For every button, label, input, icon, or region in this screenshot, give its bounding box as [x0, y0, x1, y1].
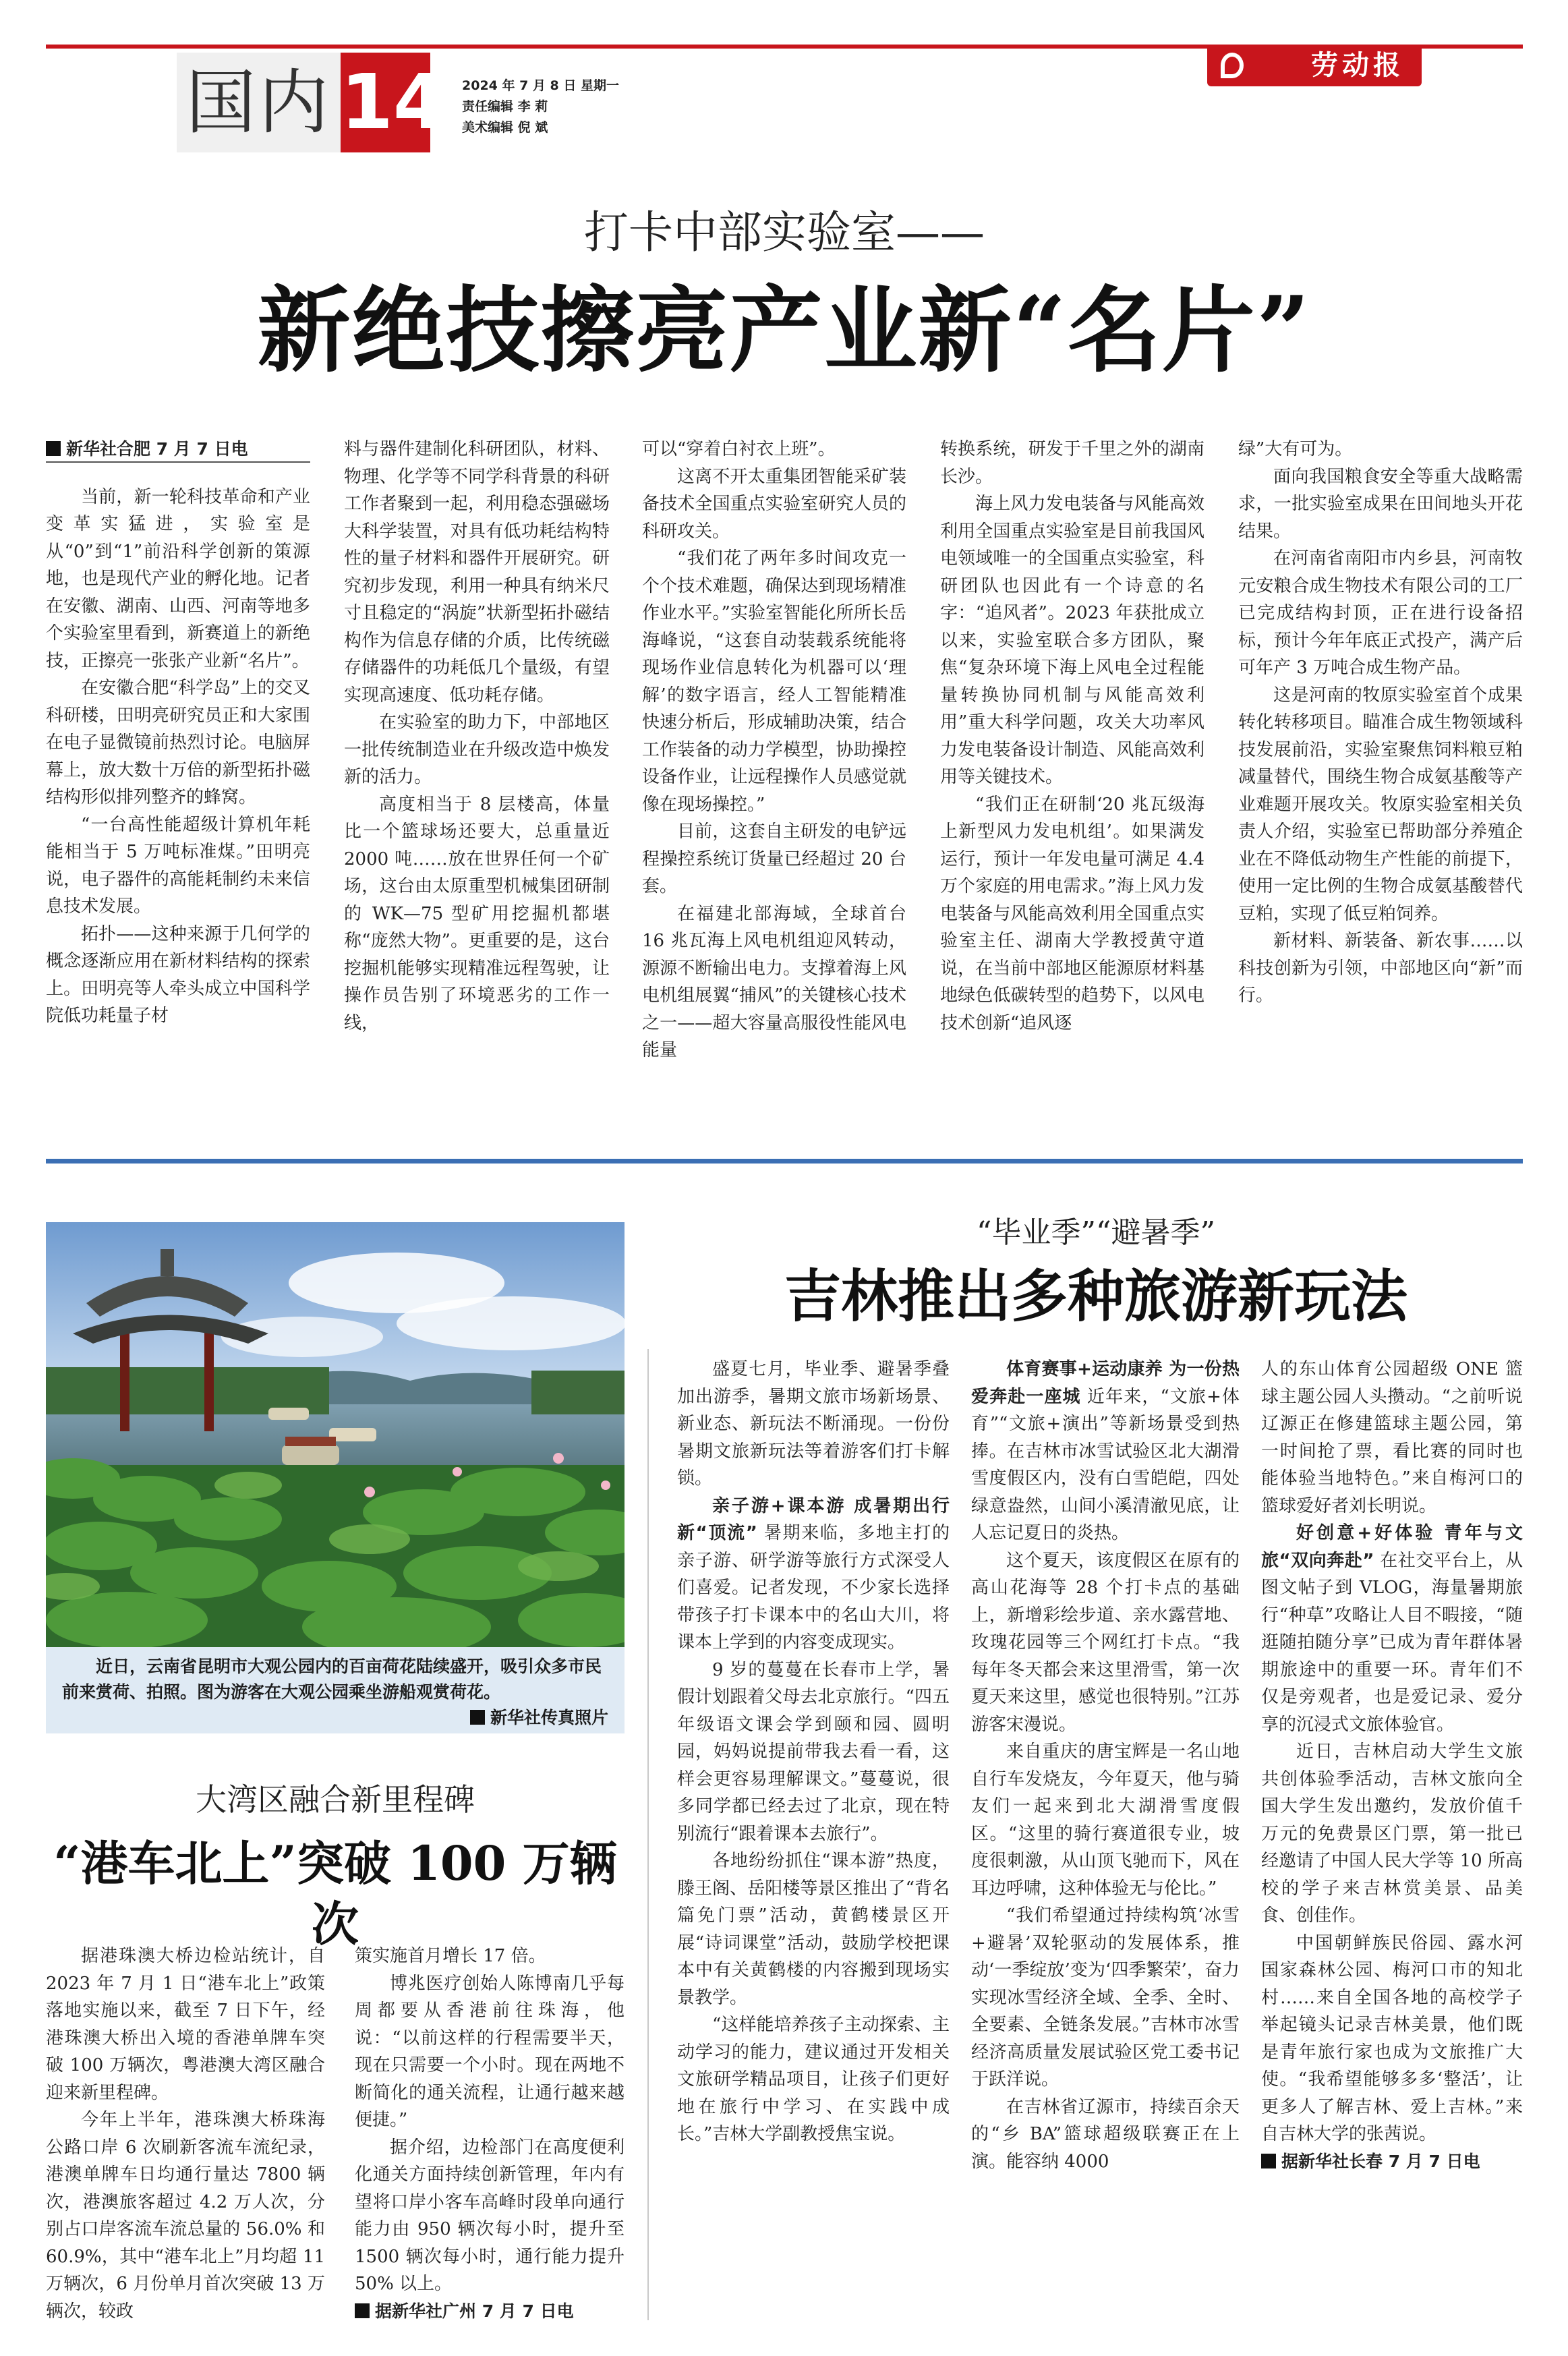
paragraph: 盛夏七月，毕业季、避暑季叠加出游季，暑期文旅市场新场景、新业态、新玩法不断涌现。一份份暑期文旅新玩法等着游客们打卡解锁。 [677, 1359, 950, 1489]
paragraph: 在实验室的助力下，中部地区一批传统制造业在升级改造中焕发新的活力。 [344, 712, 610, 787]
paragraph: 拓扑——这种来源于几何学的概念逐渐应用在新材料结构的探索上。田明亮等人牵头成立中国科学院低功耗量子材 [46, 923, 310, 1026]
article1-column-2 [344, 436, 610, 1037]
article3-kicker: “毕业季”“避暑季” [977, 1215, 1215, 1250]
subhead: 亲子游+课本游 成暑期出行新“顶流” [677, 1495, 950, 1543]
paragraph: “我们希望通过持续构筑‘冰雪+避暑’双轮驱动的发展体系，推动‘一季绽放’变为‘四季繁荣’，奋力实现冰雪经济全域、全季、全时、全要素、全链条发展。”吉林市冰雪经济高质量发展试验区党工委书记于跃洋说。 [971, 1905, 1240, 2090]
paragraph: “这样能培养孩子主动探索、主动学习的能力，建议通过开发相关文旅研学精品项目，让孩子们更好地在旅行中学习、在实践中成长。”吉林大学副教授焦宝说。 [677, 2015, 950, 2144]
page-number: 14 [341, 53, 430, 152]
article1-dateline: 新华社合肥 7 月 7 日电 [46, 436, 310, 463]
editor-credit: 责任编辑 李 莉 [462, 99, 548, 114]
newspaper-logo [1207, 45, 1422, 86]
paragraph: 博兆医疗创始人陈博南几乎每周都要从香港前往珠海，他说：“以前这样的行程需要半天，现在只需要一个小时。现在两地不断简化的通关流程，让通行越来越便捷。” [355, 1973, 625, 2130]
paragraph: 料与器件建制化科研团队，材料、物理、化学等不同学科背景的科研工作者聚到一起，利用稳态强磁场大科学装置，对具有低功耗结构特性的量子材料和器件开展研究。研究初步发现，利用一种具有纳米尺寸且稳定的“涡旋”状新型拓扑磁结构作为信息存储的介质，比传统磁存储器件的功耗低几个量级，有望实现高速度、低功耗存储。 [344, 439, 610, 706]
issue-date: 2024 年 7 月 8 日 星期一 [462, 78, 620, 93]
article3-column-2 [971, 1356, 1240, 2175]
paragraph: “我们花了两年多时间攻克一个个技术难题，确保达到现场精准作业水平。”实验室智能化所所长岳海峰说，“这套自动装载系统能将现场作业信息转化为机器可以‘理解’的数字语言，经人工智能精准快速分析后，形成辅助决策，结合工作装备的动力学模型，协助操控设备作业，让远程操作人员感觉就像在现场操控。” [642, 548, 906, 815]
paragraph: 面向我国粮食安全等重大战略需求，一批实验室成果在田间地头开花结果。 [1238, 466, 1523, 542]
dateline-rule [46, 461, 310, 463]
paragraph: 人的东山体育公园超级 ONE 篮球主题公园人头攒动。“之前听说辽源正在修建篮球主题公园，第一时间抢了票，看比赛的同时也能体验当地特色。”来自梅河口的篮球爱好者刘长明说。 [1261, 1359, 1523, 1516]
paragraph: 来自重庆的唐宝辉是一名山地自行车发烧友，今年夏天，他与骑友们一起来到北大湖滑雪度假区。“这里的骑行赛道很专业，坡度很刺激，从山顶飞驰而下，风在耳边呼啸，这种体验无与伦比。” [971, 1742, 1240, 1899]
article3-dateline: 据新华社长春 7 月 7 日电 [1261, 2148, 1523, 2176]
article2-column-2 [355, 1943, 625, 2325]
paragraph: 在福建北部海域，全球首台 16 兆瓦海上风电机组迎风转动，源源不断输出电力。支撑着海上风电机组展翼“捕风”的关键核心技术之一——超大容量高服役性能风电能量 [642, 903, 906, 1060]
section-divider [46, 1159, 1523, 1163]
paragraph: 体育赛事+运动康养 为一份热爱奔赴一座城 近年来，“文旅+体育”“文旅+演出”等新场景受到热捧。在吉林市冰雪试验区北大湖滑雪度假区内，没有白雪皑皑，四处绿意盎然，山间小溪清澈见底，让人忘记夏日的炎热。 [971, 1359, 1240, 1543]
paragraph: 在吉林省辽源市，持续百余天的“乡 BA”篮球超级联赛正在上演。能容纳 4000 [971, 2096, 1240, 2172]
article2-dateline: 据新华社广州 7 月 7 日电 [355, 2298, 625, 2326]
paragraph: “我们正在研制‘20 兆瓦级海上新型风力发电机组’。如果满发运行，预计一年发电量可满足 4.4 万个家庭的用电需求。”海上风力发电装备与风能高效利用全国重点实验室主任、湖南大学教授黄守道说，在当前中部地区能源原材料基地绿色低碳转型的趋势下，以风电技术创新“追风逐 [940, 794, 1204, 1033]
article3-column-3 [1261, 1356, 1523, 2175]
paragraph: 新材料、新装备、新农事……以科技创新为引领，中部地区向“新”而行。 [1238, 931, 1523, 1006]
paragraph: 好创意+好体验 青年与文旅“双向奔赴” 在社交平台上，从图文帖子到 VLOG，海量暑期旅行“种草”攻略让人目不暇接，“随逛随拍随分享”已成为青年群体暑期旅途中的重要一环。青年们不仅是旁观者，也是爱记录、爱分享的沉浸式文旅体验官。 [1261, 1523, 1523, 1735]
lotus-park-illustration [46, 1222, 625, 1647]
logo-mark-icon [1221, 53, 1244, 78]
paragraph: 亲子游+课本游 成暑期出行新“顶流” 暑期来临，多地主打的亲子游、研学游等旅行方式深受人们喜爱。记者发现，不少家长选择带孩子打卡课本中的名山大川，将课本上学到的内容变成现实。 [677, 1495, 950, 1653]
paragraph: 近日，吉林启动大学生文旅共创体验季活动，吉林文旅向全国大学生发出邀约，发放价值千万元的免费景区门票，第一批已经邀请了中国人民大学等 10 所高校的学子来吉林赏美景、品美食、创佳作。 [1261, 1742, 1523, 1926]
article2-headline: “港车北上”突破 100 万辆次 [53, 1835, 617, 1952]
paragraph: 今年上半年，港珠澳大桥珠海公路口岸 6 次刷新客流车流纪录，港澳单牌车日均通行量达 7800 辆次，港澳旅客超过 4.2 万人次，分别占口岸客流车流总量的 56.0% 和 60.9%，其中“港车北上”月均超 11 万辆次，6 月份单月首次突破 13 万辆次，较政 [46, 2110, 325, 2322]
paragraph: 在河南省南阳市内乡县，河南牧元安粮合成生物技术有限公司的工厂已完成结构封顶，正在进行设备招标，预计今年年底正式投产，满产后可年产 3 万吨合成生物产品。 [1238, 548, 1523, 678]
subhead: 体育赛事+运动康养 为一份热爱奔赴一座城 [971, 1359, 1240, 1407]
paragraph: 策实施首月增长 17 倍。 [355, 1946, 546, 1966]
paragraph: 这离不开太重集团智能采矿装备技术全国重点实验室研究人员的科研攻关。 [642, 466, 906, 542]
article2-kicker: 大湾区融合新里程碑 [196, 1781, 475, 1818]
article1-column-3 [642, 436, 906, 1064]
paragraph: “一台高性能超级计算机年耗能相当于 5 万吨标准煤。”田明亮说，电子器件的高能耗制约未来信息技术发展。 [46, 814, 310, 917]
subhead: 好创意+好体验 青年与文旅“双向奔赴” [1261, 1523, 1523, 1571]
article1-column-4 [940, 436, 1204, 1037]
section-name: 国内 [185, 61, 332, 144]
paragraph: 目前，这套自主研发的电铲远程操控系统订货量已经超过 20 台套。 [642, 822, 906, 896]
paragraph: 海上风力发电装备与风能高效利用全国重点实验室是目前我国风电领域唯一的全国重点实验室，科研团队也因此有一个诗意的名字：“追风者”。2023 年获批成立以来，实验室联合多方团队，聚焦“复杂环境下海上风电全过程能量转换协同机制与风能高效利用”重大科学问题，攻关大功率风力发电装备设计制造、风能高效利用等关键技术。 [940, 494, 1204, 787]
paragraph: 当前，新一轮科技革命和产业变革实猛进，实验室是从“0”到“1”前沿科学创新的策源地，也是现代产业的孵化地。记者在安徽、湖南、山西、河南等地多个实验室里看到，新赛道上的新绝技，正擦亮一张张产业新“名片”。 [46, 486, 310, 671]
article1-kicker: 打卡中部实验室—— [584, 206, 985, 258]
dateline-square-icon [1261, 2154, 1276, 2168]
lotus-park-photo [46, 1222, 625, 1647]
paragraph: 据介绍，边检部门在高度便利化通关方面持续创新管理，年内有望将口岸小客车高峰时段单向通行能力由 950 辆次每小时，提升至 1500 辆次每小时，通行能力提升 50% 以上。 [355, 2137, 625, 2294]
paragraph: 各地纷纷抓住“课本游”热度，滕王阁、岳阳楼等景区推出了“背名篇免门票”活动，黄鹤楼景区开展“诗词课堂”活动，鼓励学校把课本中有关黄鹤楼的内容搬到现场实景教学。 [677, 1851, 950, 2008]
paragraph: 9 岁的蔓蔓在长春市上学，暑假计划跟着父母去北京旅行。“四五年级语文课会学到颐和园、圆明园，妈妈说提前带我去看一看，这样会更容易理解课文。”蔓蔓说，很多同学都已经去过了北京，现在特别流行“跟着课本去旅行”。 [677, 1659, 950, 1844]
article1-column-1 [46, 436, 310, 1030]
article1-column-5 [1238, 436, 1523, 1010]
article3-headline: 吉林推出多种旅游新玩法 [784, 1263, 1407, 1329]
photo-caption [62, 1654, 608, 1731]
column-rule [647, 1349, 649, 2320]
paragraph: 可以“穿着白衬衣上班”。 [642, 439, 836, 459]
photo-credit: 新华社传真照片 [470, 1705, 608, 1731]
paragraph: 这个夏天，该度假区在原有的高山花海等 28 个打卡点的基础上，新增彩绘步道、亲水露营地、玫瑰花园等三个网红打卡点。“我每年冬天都会来这里滑雪，第一次夏天来这里，感觉也很特别。”江苏游客宋漫说。 [971, 1550, 1240, 1735]
newspaper-name: 劳动报 [1311, 49, 1404, 81]
article1-headline: 新绝技擦亮产业新“名片” [257, 275, 1312, 385]
dateline-square-icon [46, 441, 61, 456]
article2-column-1 [46, 1943, 325, 2325]
dateline-square-icon [355, 2303, 370, 2318]
paragraph: 中国朝鲜族民俗园、露水河国家森林公园、梅河口市的知北村……来自全国各地的高校学子举起镜头记录吉林美景，他们既是青年旅行家也成为文旅推广大使。“我希望能够多多‘整活’，让更多人了解吉林、爱上吉林。”来自吉林大学的张茜说。 [1261, 1932, 1523, 2144]
credit-square-icon [470, 1710, 485, 1725]
paragraph: 高度相当于 8 层楼高，体量比一个篮球场还要大，总重量近 2000 吨……放在世界任何一个矿场，这台由太原重型机械集团研制的 WK—75 型矿用挖掘机都堪称“庞然大物”。更重要的是，这台挖掘机能够实现精准远程驾驶，让操作员告别了环境恶劣的工作一线， [344, 794, 610, 1033]
article3-column-1 [677, 1356, 950, 2148]
paragraph: 绿”大有可为。 [1238, 439, 1353, 459]
paragraph: 在安徽合肥“科学岛”上的交叉科研楼，田明亮研究员正和大家围在电子显微镜前热烈讨论。电脑屏幕上，放大数十万倍的新型拓扑磁结构形似排列整齐的蜂窝。 [46, 678, 310, 807]
paragraph: 转换系统，研发于千里之外的湖南长沙。 [940, 439, 1204, 487]
paragraph: 据港珠澳大桥边检站统计，自 2023 年 7 月 1 日“港车北上”政策落地实施以来，截至 7 日下午，经港珠澳大桥出入境的香港单牌车突破 100 万辆次，粤港澳大湾区融合迎来新里程碑。 [46, 1946, 325, 2103]
art-editor-credit: 美术编辑 倪 斌 [462, 120, 548, 135]
caption-text: 近日，云南省昆明市大观公园内的百亩荷花陆续盛开，吸引众多市民前来赏荷、拍照。图为游客在大观公园乘坐游船观赏荷花。 [62, 1657, 602, 1702]
paragraph: 这是河南的牧原实验室首个成果转化转移项目。瞄准合成生物领域科技发展前沿，实验室聚焦饲料粮豆粕减量替代，围绕生物合成氨基酸等产业难题开展攻关。牧原实验室相关负责人介绍，实验室已帮助部分养殖企业在不降低动物生产性能的前提下，使用一定比例的生物合成氨基酸替代豆粕，实现了低豆粕饲养。 [1238, 685, 1523, 924]
